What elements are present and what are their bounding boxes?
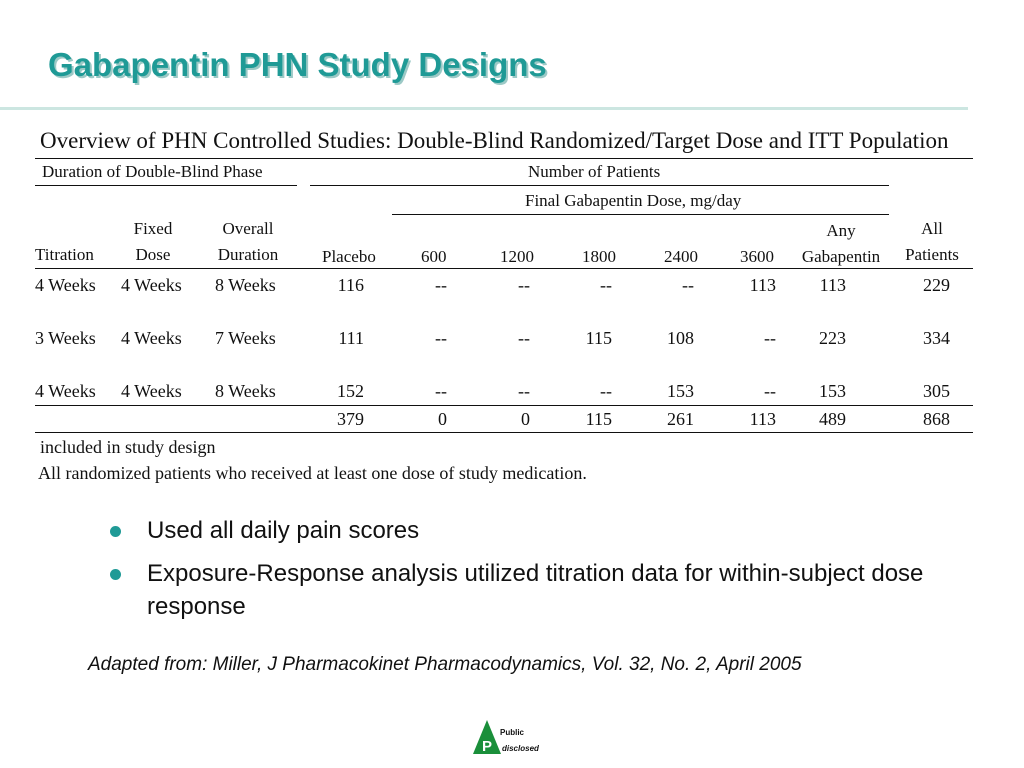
col-overall-line1: Overall (222, 219, 274, 238)
table-cell: -- (518, 275, 530, 295)
table-cell: -- (518, 328, 530, 348)
col-1800: 1800 (582, 247, 616, 266)
table-cell: 305 (923, 381, 950, 401)
table-cell: -- (600, 381, 612, 401)
total-cell: 868 (923, 409, 950, 429)
bullet-list (110, 514, 930, 633)
bullet-dot-icon (110, 526, 121, 537)
col-any-line1: Any (826, 221, 856, 240)
table-cell: -- (435, 275, 447, 295)
table-cell: 116 (337, 275, 364, 295)
bullet-item (110, 514, 930, 547)
table-cell: 4 Weeks (35, 381, 96, 401)
bullet-text: Used all daily pain scores (147, 517, 420, 544)
table-cell: 223 (819, 328, 846, 348)
body-bottom-rule (35, 405, 973, 406)
table-cell: -- (764, 381, 776, 401)
total-cell: 489 (819, 409, 846, 429)
col-placebo: Placebo (322, 247, 376, 266)
logo-line2: disclosed (502, 744, 539, 753)
total-cell: 113 (749, 409, 776, 429)
table-cell: 111 (338, 328, 364, 348)
table-cell: 229 (923, 275, 950, 295)
duration-group-rule (35, 185, 297, 186)
table-cell: 4 Weeks (121, 381, 182, 401)
col-fixed-line2: Dose (135, 245, 171, 264)
source-citation: Adapted from: Miller, J Pharmacokinet Pharmacodynamics, Vol. 32, No. 2, April 2005 (88, 654, 802, 675)
public-disclosed-logo (471, 718, 557, 756)
table-cell: 8 Weeks (215, 275, 276, 295)
table-cell: 334 (923, 328, 950, 348)
col-3600: 3600 (740, 247, 774, 266)
table-caption: Overview of PHN Controlled Studies: Double-Blind Randomized/Target Dose and ITT Population (40, 128, 949, 153)
col-any-line2: Gabapentin (801, 247, 881, 266)
col-all-line2: Patients (905, 245, 959, 264)
table-cell: -- (435, 328, 447, 348)
table-cell: 4 Weeks (121, 328, 182, 348)
table-cell: 153 (819, 381, 846, 401)
total-cell: 115 (585, 409, 612, 429)
col-titration: Titration (35, 245, 94, 264)
col-overall-line2: Duration (217, 245, 279, 264)
table-cell: 153 (667, 381, 694, 401)
total-cell: 379 (337, 409, 364, 429)
patients-group-header: Number of Patients (528, 162, 661, 181)
table-footnote: included in study design (40, 437, 216, 457)
table-cell: 8 Weeks (215, 381, 276, 401)
col-1200: 1200 (500, 247, 534, 266)
bullet-text: Exposure-Response analysis utilized titration data for within-subject dose response (147, 560, 924, 620)
bullet-item (110, 557, 930, 623)
table-cell: 152 (337, 381, 364, 401)
table-footnote: All randomized patients who received at least one dose of study medication. (38, 463, 587, 483)
total-cell: 0 (521, 409, 530, 429)
dose-group-header: Final Gabapentin Dose, mg/day (525, 191, 742, 210)
table-cell: 4 Weeks (35, 275, 96, 295)
table-cell: 113 (819, 275, 846, 295)
total-cell: 261 (667, 409, 694, 429)
col-fixed-line1: Fixed (133, 219, 173, 238)
table-cell: 3 Weeks (35, 328, 96, 348)
table-cell: 7 Weeks (215, 328, 276, 348)
col-600: 600 (421, 247, 447, 266)
table-cell: 108 (667, 328, 694, 348)
table-cell: 115 (585, 328, 612, 348)
table-cell: 4 Weeks (121, 275, 182, 295)
table-cell: -- (764, 328, 776, 348)
dose-group-rule (392, 214, 889, 215)
table-cell: -- (435, 381, 447, 401)
duration-group-header: Duration of Double-Blind Phase (42, 162, 263, 181)
logo-letter: P (481, 738, 493, 755)
logo-line1: Public (500, 728, 525, 737)
table-cell: 113 (749, 275, 776, 295)
table-cell: -- (682, 275, 694, 295)
col-2400: 2400 (664, 247, 698, 266)
header-bottom-rule (35, 268, 973, 269)
slide-title: Gabapentin PHN Study Designs (48, 46, 547, 83)
total-cell: 0 (438, 409, 447, 429)
totals-bottom-rule (35, 432, 973, 433)
bullet-dot-icon (110, 569, 121, 580)
table-cell: -- (518, 381, 530, 401)
col-all-line1: All (921, 219, 943, 238)
patients-group-rule (310, 185, 889, 186)
table-top-rule (35, 158, 973, 159)
table-cell: -- (600, 275, 612, 295)
